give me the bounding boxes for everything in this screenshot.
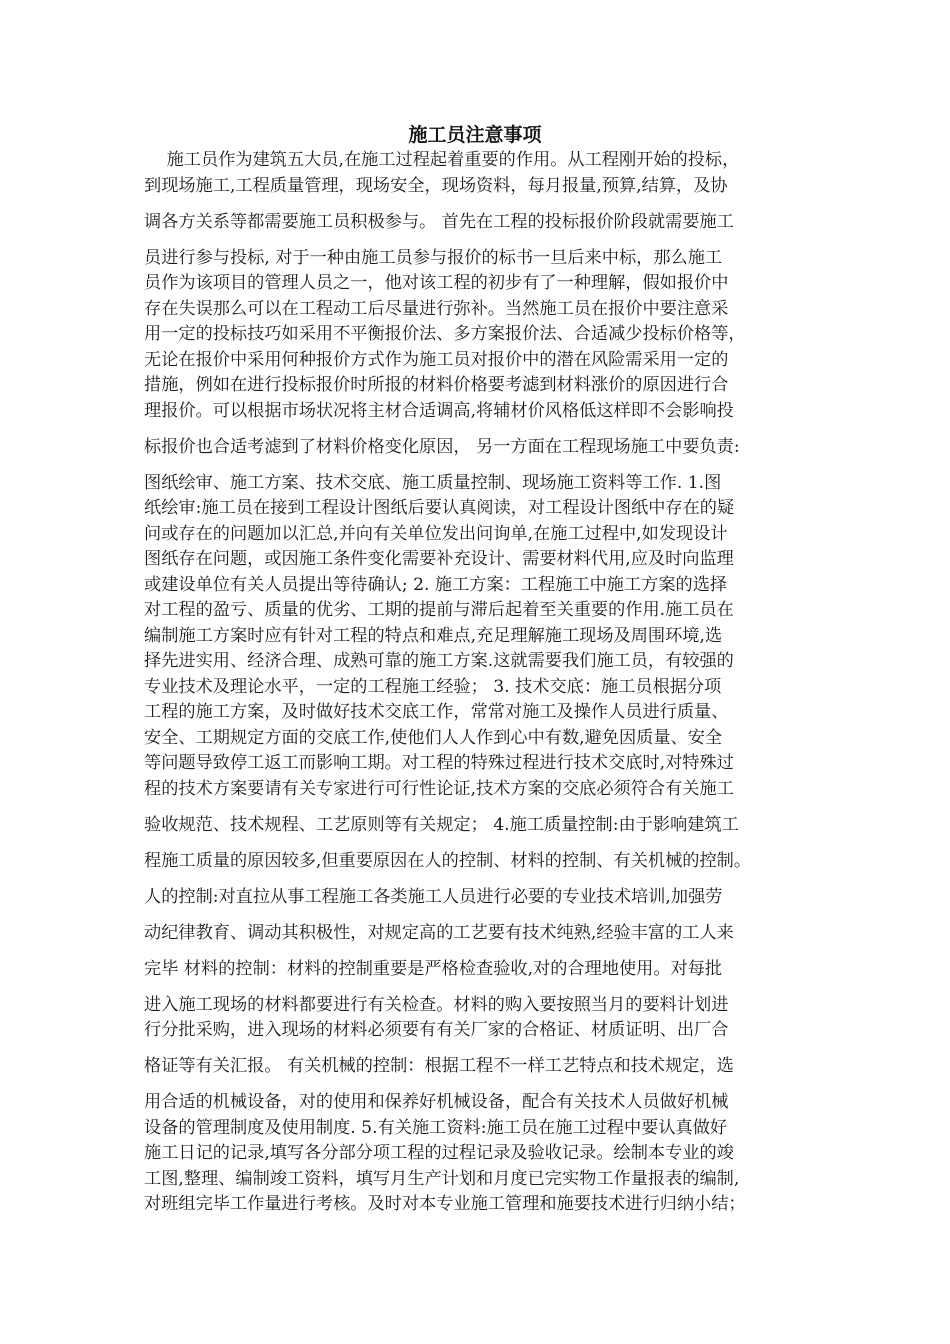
body-line: 员进行参与投标, 对于一种由施工员参与报价的标书一旦后来中标，那么施工 [144,247,723,268]
body-line: 专业技术及理论水平，一定的工程施工经验； 3. 技术交底：施工员根据分项 [144,676,722,697]
body-line: 图纸绘审、施工方案、技术交底、施工质量控制、现场施工资料等工作. 1.图 [144,472,722,493]
body-line: 对工程的盈亏、质量的优劣、工期的提前与滞后起着至关重要的作用.施工员在 [144,600,734,620]
body-line: 无论在报价中采用何种报价方式作为施工员对报价中的潜在风险需采用一定的 [144,349,729,370]
body-line: 存在失误那么可以在工程动工后尽量进行弥补。当然施工员在报价中要注意采 [144,298,729,319]
body-line: 择先进实用、经济合理、成熟可靠的施工方案.这就需要我们施工员，有较强的 [144,651,734,671]
body-line: 或建设单位有关人员提出等待确认; 2. 施工方案：工程施工中施工方案的选择 [144,574,728,595]
body-line: 工程的施工方案，及时做好技术交底工作，常常对施工及操作人员进行质量、 [144,702,729,722]
body-line: 到现场施工,工程质量管理，现场安全，现场资料，每月报量,预算,结算，及协 [144,175,728,196]
body-line: 人的控制:对直拉从事工程施工各类施工人员进行必要的专业技术培训,加强劳 [144,886,723,907]
body-line: 行分批采购，进入现场的材料必须要有有关厂家的合格证、材质证明、出厂合 [144,1020,729,1040]
body-line: 措施，例如在进行投标报价时所报的材料价格要考滤到材料涨价的原因进行合 [144,375,729,395]
body-line: 验收规范、技术规程、工艺原则等有关规定； 4.施工质量控制:由于影响建筑工 [144,814,739,835]
document-title: 施工员注意事项 [408,124,542,146]
body-line: 员作为该项目的管理人员之一，他对该工程的初步有了一种理解，假如报价中 [144,273,729,293]
body-line: 施工日记的记录,填写各分部分项工程的过程记录及验收记录。绘制本专业的竣 [144,1143,734,1163]
body-line: 编制施工方案时应有针对工程的特点和难点,充足理解施工现场及周围环境,选 [144,625,723,646]
body-line: 进入施工现场的材料都要进行有关检查。材料的购入要按照当月的要料计划进 [144,994,729,1015]
body-line: 安全、工期规定方面的交底工作,使他们人人作到心中有数,避免因质量、安全 [144,727,723,748]
body-line: 理报价。可以根据市场状况将主材合适调高,将辅材价风格低这样即不会影响投 [144,400,734,421]
body-line: 设备的管理制度及使用制度. 5.有关施工资料:施工员在施工过程中要认真做好 [144,1117,728,1138]
body-line: 图纸存在问题，或因施工条件变化需要补充设计、需要材料代用,应及时向监理 [144,549,734,569]
body-line: 程施工质量的原因较多,但重要原因在人的控制、材料的控制、有关机械的控制。 [144,850,752,871]
body-line: 用合适的机械设备，对的使用和保养好机械设备，配合有关技术人员做好机械 [144,1092,729,1112]
body-line: 问或存在的问题加以汇总,并向有关单位发出问询单,在施工过程中,如发现设计 [144,523,728,544]
body-line: 等问题导致停工返工而影响工期。对工程的特殊过程进行技术交底时,对特殊过 [144,753,734,773]
body-line: 对班组完毕工作量进行考核。及时对本专业施工管理和施要技术进行归纳小结； [144,1194,746,1214]
body-line: 动纪律教育、调动其积极性，对规定高的工艺要有技术纯熟,经验丰富的工人来 [144,922,734,943]
body-line: 纸绘审:施工员在接到工程设计图纸后要认真阅读，对工程设计图纸中存在的疑 [144,498,735,518]
body-line: 程的技术方案要请有关专家进行可行性论证,技术方案的交底必须符合有关施工 [144,778,734,799]
body-line: 用一定的投标技巧如采用不平衡报价法、多方案报价法、合适减少投标价格等， [144,324,746,344]
body-line: 标报价也合适考滤到了材料价格变化原因， 另一方面在工程现场施工中要负责: [144,436,740,457]
body-line: 调各方关系等都需要施工员积极参与。 首先在工程的投标报价阶段就需要施工 [144,211,734,232]
body-line: 完毕 材料的控制：材料的控制重要是严格检查验收,对的合理地使用。对每批 [144,958,723,979]
body-line: 格证等有关汇报。 有关机械的控制：根据工程不一样工艺特点和技术规定，选 [144,1056,734,1076]
document-body [144,148,808,1218]
body-line: 施工员作为建筑五大员,在施工过程起着重要的作用。从工程刚开始的投标， [144,150,740,170]
body-line: 工图,整理、编制竣工资料，填写月生产计划和月度已完实物工作量报表的编制, [144,1168,740,1189]
